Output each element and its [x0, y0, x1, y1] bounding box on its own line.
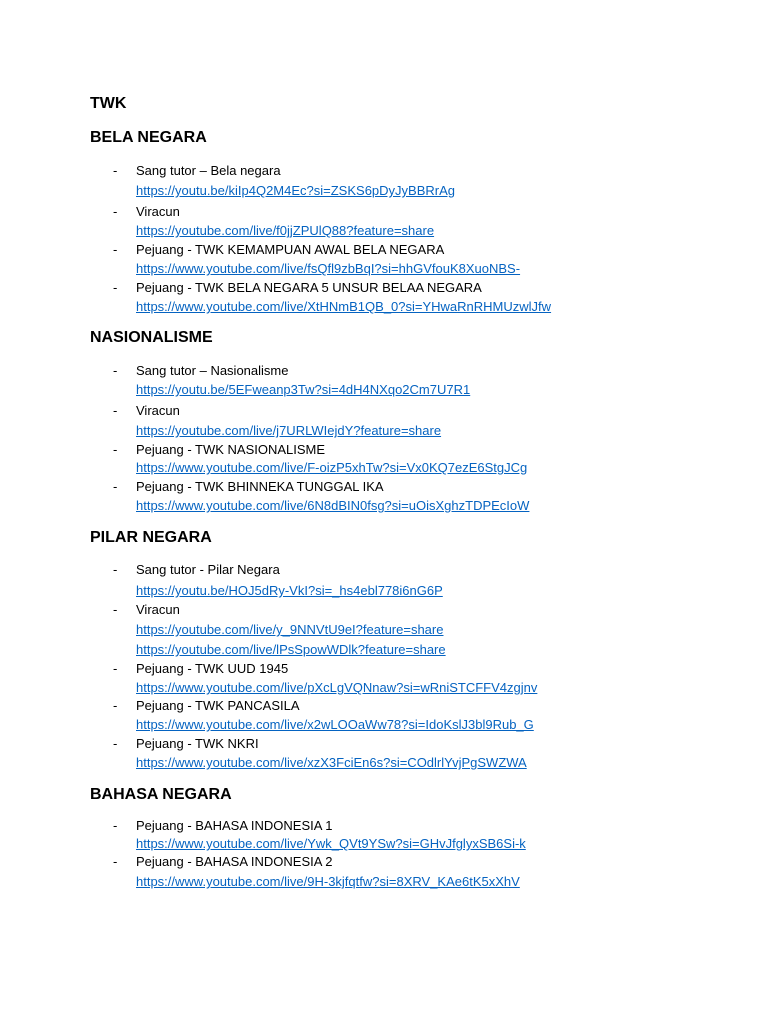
list-item-label: Pejuang - BAHASA INDONESIA 2: [136, 854, 333, 869]
video-link[interactable]: https://www.youtube.com/live/fsQfl9zbBqI?si=hhGVfouK8XuoNBS-: [136, 261, 521, 276]
video-link[interactable]: https://youtu.be/kiIp4Q2M4Ec?si=ZSKS6pDyJyBBRrAg: [136, 183, 456, 198]
list-item-label: Pejuang - TWK PANCASILA: [136, 698, 300, 713]
list-item-label: Pejuang - TWK BHINNEKA TUNGGAL IKA: [136, 479, 384, 494]
bullet-dash: -: [113, 854, 118, 869]
video-link[interactable]: https://www.youtube.com/live/9H-3kjfqtfw?si=8XRV_KAe6tK5xXhV: [136, 874, 520, 889]
list-item-label: Sang tutor – Bela negara: [136, 163, 281, 178]
bullet-dash: -: [113, 280, 118, 295]
bullet-dash: -: [113, 163, 118, 178]
list-item-label: Viracun: [136, 204, 180, 219]
video-link[interactable]: https://youtu.be/HOJ5dRy-VkI?si=_hs4ebl778i6nG6P: [136, 583, 443, 598]
list-item-label: Viracun: [136, 403, 180, 418]
video-link[interactable]: https://youtube.com/live/lPsSpowWDlk?feature=share: [136, 642, 446, 657]
bullet-dash: -: [113, 442, 118, 457]
list-item-label: Pejuang - BAHASA INDONESIA 1: [136, 818, 333, 833]
video-link[interactable]: https://youtube.com/live/y_9NNVtU9eI?feature=share: [136, 622, 444, 637]
bullet-dash: -: [113, 363, 118, 378]
video-link[interactable]: https://www.youtube.com/live/F-oizP5xhTw?si=Vx0KQ7ezE6StgJCg: [136, 460, 528, 475]
list-item-label: Pejuang - TWK UUD 1945: [136, 661, 289, 676]
video-link[interactable]: https://www.youtube.com/live/Ywk_QVt9YSw?si=GHvJfglyxSB6Si-k: [136, 836, 526, 851]
video-link[interactable]: https://youtube.com/live/j7URLWIejdY?feature=share: [136, 423, 442, 438]
section-heading-bahasa-negara: BAHASA NEGARA: [90, 786, 232, 803]
video-link[interactable]: https://www.youtube.com/live/6N8dBIN0fsg?si=uOisXghzTDPEcIoW: [136, 498, 530, 513]
video-link[interactable]: https://www.youtube.com/live/x2wLOOaWw78?si=IdoKslJ3bl9Rub_G: [136, 717, 534, 732]
section-heading-pilar-negara: PILAR NEGARA: [90, 529, 212, 546]
video-link[interactable]: https://youtu.be/5EFweanp3Tw?si=4dH4NXqo2Cm7U7R1: [136, 382, 471, 397]
bullet-dash: -: [113, 242, 118, 257]
bullet-dash: -: [113, 818, 118, 833]
bullet-dash: -: [113, 479, 118, 494]
bullet-dash: -: [113, 661, 118, 676]
list-item-label: Pejuang - TWK NKRI: [136, 736, 259, 751]
list-item-label: Pejuang - TWK BELA NEGARA 5 UNSUR BELAA NEGARA: [136, 280, 482, 295]
video-link[interactable]: https://www.youtube.com/live/xzX3FciEn6s?si=COdlrlYvjPgSWZWA: [136, 755, 527, 770]
bullet-dash: -: [113, 562, 118, 577]
bullet-dash: -: [113, 602, 118, 617]
list-item-label: Sang tutor - Pilar Negara: [136, 562, 280, 577]
list-item-label: Pejuang - TWK NASIONALISME: [136, 442, 326, 457]
video-link[interactable]: https://www.youtube.com/live/XtHNmB1QB_0?si=YHwaRnRHMUzwlJfw: [136, 299, 552, 314]
bullet-dash: -: [113, 403, 118, 418]
bullet-dash: -: [113, 698, 118, 713]
list-item-label: Sang tutor – Nasionalisme: [136, 363, 289, 378]
section-heading-nasionalisme: NASIONALISME: [90, 329, 213, 346]
bullet-dash: -: [113, 204, 118, 219]
page-title: TWK: [90, 95, 127, 112]
list-item-label: Viracun: [136, 602, 180, 617]
video-link[interactable]: https://youtube.com/live/f0jjZPUlQ88?feature=share: [136, 223, 435, 238]
section-heading-bela-negara: BELA NEGARA: [90, 129, 207, 146]
video-link[interactable]: https://www.youtube.com/live/pXcLgVQNnaw?si=wRniSTCFFV4zgjnv: [136, 680, 538, 695]
bullet-dash: -: [113, 736, 118, 751]
list-item-label: Pejuang - TWK KEMAMPUAN AWAL BELA NEGARA: [136, 242, 445, 257]
